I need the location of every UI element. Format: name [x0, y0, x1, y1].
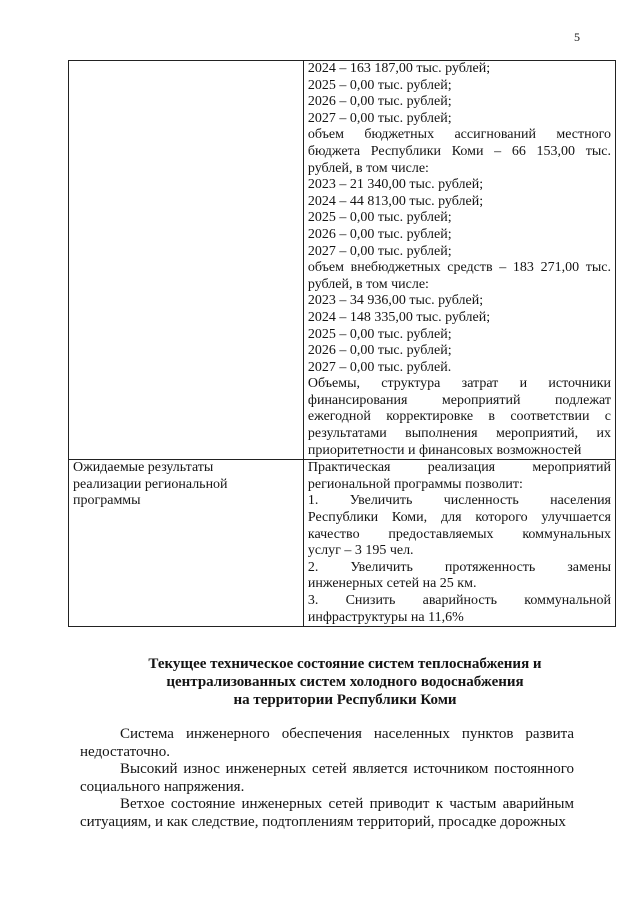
paragraph — [80, 761, 574, 796]
text-line: 2024 – 44 813,00 тыс. рублей; — [307, 193, 484, 209]
text-line: инженерных сетей на 25 км. — [307, 576, 477, 592]
table-cell-financing — [303, 61, 615, 460]
text-line: рублей, в том числе: — [307, 276, 429, 292]
text-line: 2. Увеличить протяженность замены — [307, 559, 611, 575]
text-line: приоритетности и финансовых возможностей — [307, 442, 582, 458]
table-cell-label-empty — [69, 61, 304, 460]
text-line: Республики Коми, для которого улучшается — [307, 510, 611, 526]
paragraph-first-line: Ветхое состояние инженерных сетей приводит к частым аварийным — [120, 796, 574, 812]
text-line: 2026 – 0,00 тыс. рублей; — [307, 343, 452, 359]
text-line: реализации региональной — [73, 476, 228, 492]
text-line: 2023 – 34 936,00 тыс. рублей; — [307, 293, 484, 309]
text-line: бюджета Республики Коми – 66 153,00 тыс. — [307, 143, 611, 159]
text-line: 2027 – 0,00 тыс. рублей; — [307, 243, 452, 259]
text-line: 2027 – 0,00 тыс. рублей; — [307, 110, 452, 126]
text-line: Объемы, структура затрат и источники — [307, 376, 611, 392]
text-line: инфраструктуры на 11,6% — [307, 609, 464, 625]
text-line: 2023 – 21 340,00 тыс. рублей; — [307, 177, 484, 193]
text-line: 2025 – 0,00 тыс. рублей; — [307, 77, 452, 93]
paragraph — [80, 726, 574, 761]
text-line: 1. Увеличить численность населения — [307, 493, 611, 509]
text-line: рублей, в том числе: — [307, 160, 429, 176]
text-line: 2025 – 0,00 тыс. рублей; — [307, 326, 452, 342]
text-line: Практическая реализация мероприятий — [307, 460, 611, 476]
section-title — [80, 655, 610, 709]
passport-table — [68, 60, 616, 627]
paragraph-rest: социального напряжения. — [80, 778, 245, 795]
text-line: Ожидаемые результаты — [73, 460, 214, 476]
table-cell-label-results — [69, 460, 304, 627]
section-title-line: на территории Республики Коми — [233, 692, 457, 708]
text-line: 2024 – 163 187,00 тыс. рублей; — [307, 61, 491, 76]
table-row-results — [69, 460, 616, 627]
text-line: услуг – 3 195 чел. — [307, 543, 414, 559]
table-row-financing — [69, 61, 616, 460]
table-cell-results — [303, 460, 615, 627]
section-title-line: централизованных систем холодного водоснабжения — [166, 674, 524, 690]
body-text — [80, 726, 574, 831]
paragraph — [80, 796, 574, 831]
paragraph-rest: недостаточно. — [80, 743, 170, 760]
text-line: результатами выполнения мероприятий, их — [307, 426, 611, 442]
text-line: объем внебюджетных средств – 183 271,00 тыс. — [307, 260, 611, 276]
paragraph-first-line: Высокий износ инженерных сетей является источником постоянного — [120, 761, 574, 777]
text-line: ежегодной корректировке в соответствии с — [307, 409, 611, 425]
text-line: региональной программы позволит: — [307, 476, 523, 492]
text-line: 2026 – 0,00 тыс. рублей; — [307, 94, 452, 110]
text-line: 2027 – 0,00 тыс. рублей. — [307, 359, 452, 375]
text-line: объем бюджетных ассигнований местного — [307, 127, 611, 143]
text-line: финансирования мероприятий подлежат — [307, 392, 611, 408]
text-line: 3. Снизить аварийность коммунальной — [307, 593, 611, 608]
paragraph-rest: ситуациям, и как следствие, подтоплениям территорий, просадке дорожных — [80, 813, 566, 830]
section-title-line: Текущее техническое состояние систем теплоснабжения и — [148, 656, 542, 672]
text-line: качество предоставляемых коммунальных — [307, 526, 611, 542]
text-line: 2026 – 0,00 тыс. рублей; — [307, 226, 452, 242]
paragraph-first-line: Система инженерного обеспечения населенных пунктов развита — [120, 726, 574, 742]
text-line: программы — [73, 493, 141, 509]
text-line: 2024 – 148 335,00 тыс. рублей; — [307, 309, 491, 325]
page-number: 5 — [574, 30, 580, 44]
text-line: 2025 – 0,00 тыс. рублей; — [307, 210, 452, 226]
